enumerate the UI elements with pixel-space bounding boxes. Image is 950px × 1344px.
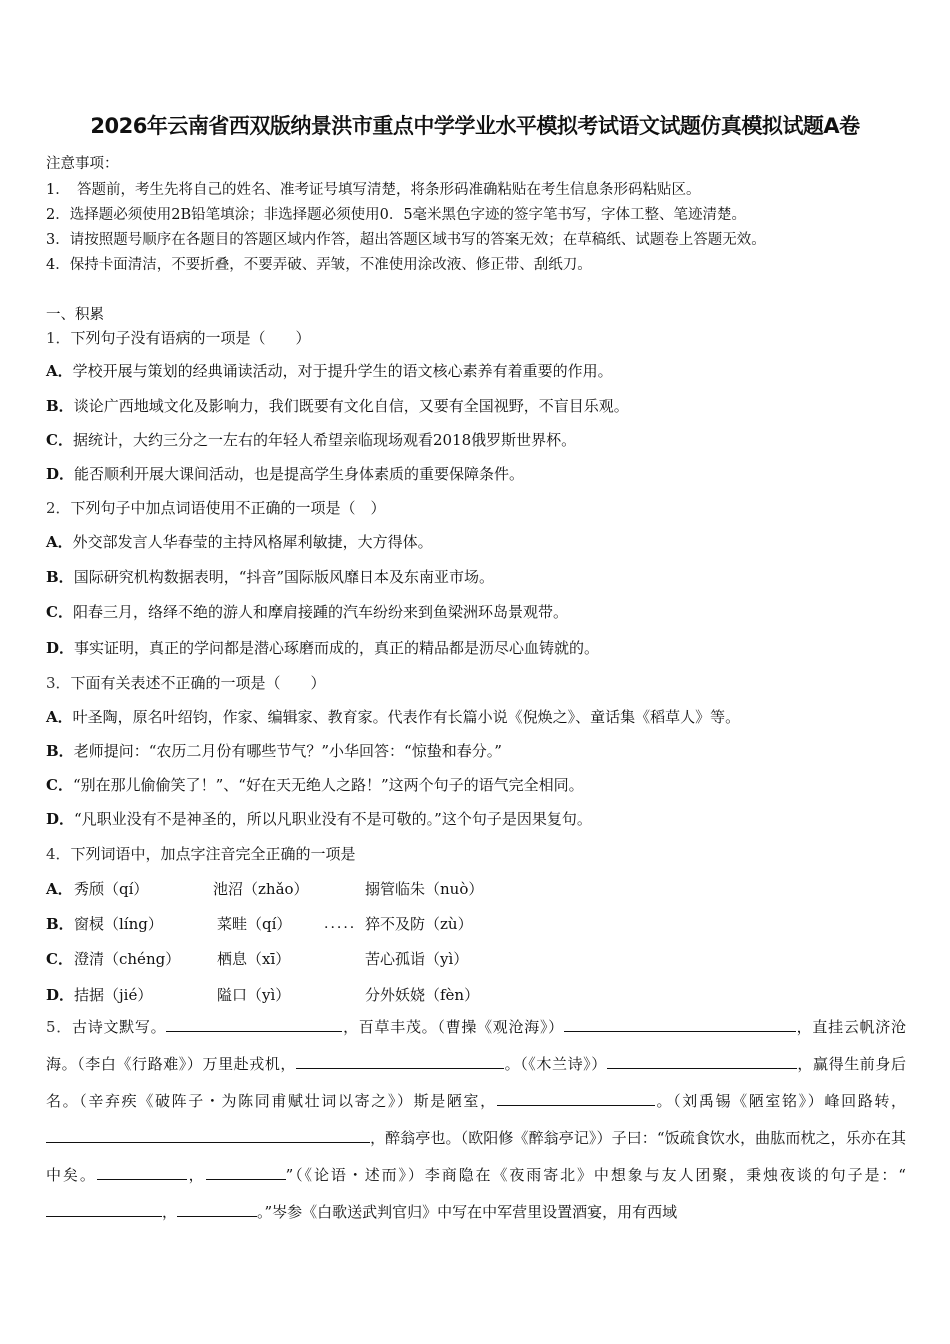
- question-stem: 下面有关表述不正确的一项是（ ）: [70, 674, 326, 692]
- option-text: 叶圣陶，原名叶绍钧，作家、编辑家、教育家。代表作有长篇小说《倪焕之》、童话集《稻草人》等。: [72, 708, 741, 726]
- option-label: C．: [46, 776, 73, 794]
- notice-item: 4．保持卡面清洁，不要折叠，不要弄破、弄皱，不准使用涂改液、修正带、刮纸刀。: [46, 257, 592, 273]
- answer-blank[interactable]: [46, 1200, 162, 1217]
- word-cell: 栖息（xī）: [217, 950, 291, 968]
- notice-item: 3．请按照题号顺序在各题目的答题区域内作答，超出答题区域书写的答案无效；在草稿纸、试题卷上答题无效。: [46, 232, 766, 248]
- option-label: C．: [46, 431, 73, 449]
- answer-blank[interactable]: [166, 1015, 342, 1032]
- question-number: 3．: [46, 674, 71, 692]
- option-text: 阳春三月，络绎不绝的游人和摩肩接踵的汽车纷纷来到鱼梁洲环岛景观带。: [72, 603, 568, 621]
- question-number: 1．: [46, 329, 71, 347]
- answer-blank[interactable]: [564, 1015, 796, 1032]
- option-text: 国际研究机构数据表明，“抖音”国际版风靡日本及东南亚市场。: [73, 568, 495, 586]
- option-label: A．: [46, 880, 73, 898]
- option-text: “凡职业没有不是神圣的，所以凡职业没有不是可敬的。”这个句子是因果复句。: [74, 810, 592, 828]
- option-label: B．: [46, 742, 74, 760]
- q5-text: 。（刘禹锡《陋室铭》）峰回路转，: [654, 1092, 906, 1110]
- q5-text: 。”岑参《白歌送武判官归》中写在中军营里设置酒宴，用有西域: [257, 1203, 678, 1221]
- option: [46, 601, 568, 622]
- question-stem: 下列句子没有语病的一项是（ ）: [70, 329, 311, 347]
- q5-text: ，百草丰茂。（曹操《观沧海》）: [342, 1018, 564, 1036]
- option-label: A．: [46, 533, 73, 551]
- q5-text: ，: [186, 1166, 206, 1184]
- question-5: [46, 1009, 906, 1231]
- page-title: 2026年云南省西双版纳景洪市重点中学学业水平模拟考试语文试题仿真模拟试题A卷: [90, 114, 860, 138]
- notice-item: 2．选择题必须使用2B铅笔填涂；非选择题必须使用0．5毫米黑色字迹的签字笔书写，字体工整、笔迹清楚。: [46, 207, 747, 223]
- q5-text: 。（《木兰诗》）: [504, 1055, 607, 1073]
- question-3: [46, 672, 326, 693]
- word-cell: 菜畦（qí）: [217, 915, 292, 933]
- option-label: B．: [46, 915, 74, 933]
- word-cell: 搦管临朱（nuò）: [365, 880, 484, 898]
- answer-blank[interactable]: [97, 1163, 187, 1180]
- word-cell: 拮据（jié）: [74, 986, 153, 1004]
- option: [46, 706, 740, 727]
- option-text: 学校开展与策划的经典诵读活动，对于提升学生的语文核心素养有着重要的作用。: [72, 362, 613, 380]
- answer-blank[interactable]: [296, 1052, 504, 1069]
- section-heading: 一、积累: [46, 307, 104, 323]
- option: [46, 808, 592, 829]
- q5-text: ，: [162, 1203, 178, 1221]
- option: [46, 774, 584, 795]
- question-number: 4．: [46, 845, 71, 863]
- option-text: 外交部发言人华春莹的主持风格犀利敏捷，大方得体。: [72, 533, 433, 551]
- option: [46, 740, 502, 761]
- question-stem: 下列句子中加点词语使用不正确的一项是（ ）: [70, 499, 386, 517]
- option-label: B．: [46, 397, 74, 415]
- word-cell: 窗棂（líng）: [74, 915, 163, 933]
- word-cell: 苦心孤诣（yì）: [365, 950, 469, 968]
- option-label: B．: [46, 568, 74, 586]
- option-label: D．: [46, 465, 75, 483]
- option-text: 据统计，大约三分之一左右的年轻人希望亲临现场观看2018俄罗斯世界杯。: [72, 431, 577, 449]
- option: [46, 395, 629, 416]
- option-text: 事实证明，真正的学问都是潜心琢磨而成的，真正的精品都是沥尽心血铸就的。: [74, 639, 600, 657]
- answer-blank[interactable]: [607, 1052, 797, 1069]
- answer-blank[interactable]: [46, 1126, 370, 1143]
- question-number: 2．: [46, 499, 71, 517]
- option-label: A．: [46, 708, 73, 726]
- q5-text: 古诗文默写。: [72, 1018, 167, 1036]
- option: [46, 360, 613, 381]
- notice-heading: 注意事项：: [46, 156, 119, 172]
- q5-text: ，直挂云帆济沧海。（李白《行路难》）万里赴戎机，: [46, 1018, 906, 1073]
- option-text: 谈论广西地域文化及影响力，我们既要有文化自信，又要有全国视野，不盲目乐观。: [73, 397, 629, 415]
- question-4: [46, 843, 356, 864]
- option: [46, 531, 433, 552]
- answer-blank[interactable]: [177, 1200, 257, 1217]
- question-number: 5．: [46, 1018, 72, 1036]
- option-label: C．: [46, 603, 73, 621]
- word-cell: 秀颀（qí）: [74, 880, 149, 898]
- option-label: C．: [46, 950, 73, 968]
- word-cell: 分外妖娆（fèn）: [365, 986, 480, 1004]
- emphasis-dots: ·····: [324, 920, 357, 936]
- option-text: 老师提问：“农历二月份有哪些节气？”小华回答：“惊蛰和春分。”: [73, 742, 502, 760]
- option-text: 能否顺利开展大课间活动，也是提高学生身体素质的重要保障条件。: [74, 465, 525, 483]
- question-2: [46, 497, 386, 518]
- q5-text: ，赢得生前身后名。（辛弃疾《破阵子・为陈同甫赋壮词以寄之》）斯是陋室，: [46, 1055, 906, 1110]
- word-cell: 池沼（zhǎo）: [213, 880, 309, 898]
- answer-blank[interactable]: [497, 1089, 655, 1106]
- word-cell: 隘口（yì）: [217, 986, 291, 1004]
- notice-item: 1． 答题前，考生先将自己的姓名、准考证号填写清楚，将条形码准确粘贴在考生信息条形码粘贴区。: [46, 182, 701, 198]
- question-stem: 下列词语中，加点字注音完全正确的一项是: [70, 845, 356, 863]
- word-cell: 澄清（chéng）: [74, 950, 181, 968]
- option-label: D．: [46, 639, 75, 657]
- option: [46, 566, 494, 587]
- question-1: [46, 327, 311, 348]
- q5-text: ”（《论语・述而》）李商隐在《夜雨寄北》中想象与友人团聚，秉烛夜谈的句子是：“: [285, 1166, 906, 1184]
- q5-text: ，醉翁亭也。（欧阳修《醉翁亭记》）子曰：“饭疏食饮水，曲肱而枕之，乐亦在其中矣。: [46, 1129, 906, 1184]
- option: [46, 463, 524, 484]
- option: [46, 429, 576, 450]
- option-label: D．: [46, 986, 75, 1004]
- option-label: A．: [46, 362, 73, 380]
- option-text: “别在那儿偷偷笑了！”、“好在天无绝人之路！”这两个句子的语气完全相同。: [72, 776, 584, 794]
- option-label: D．: [46, 810, 75, 828]
- answer-blank[interactable]: [206, 1163, 286, 1180]
- word-cell: 猝不及防（zù）: [365, 915, 473, 933]
- option: [46, 637, 599, 658]
